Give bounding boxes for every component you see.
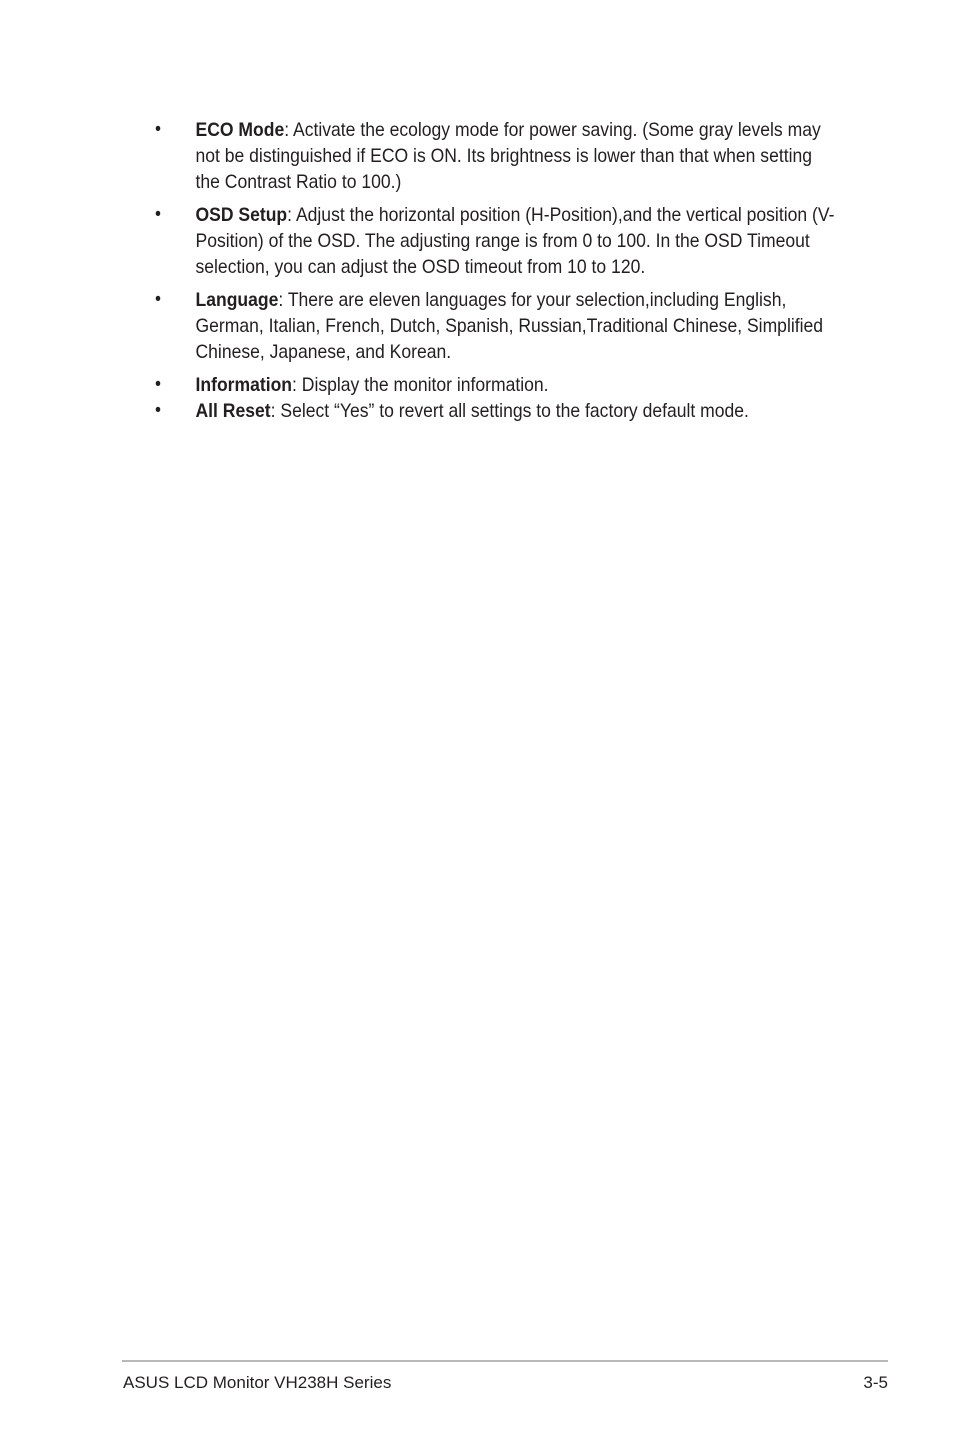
item-description: : Select “Yes” to revert all settings to the factory default mode.	[270, 400, 749, 422]
bullet-icon: •	[155, 204, 161, 225]
footer-title: ASUS LCD Monitor VH238H Series	[123, 1373, 392, 1392]
list-item-osd-setup	[155, 202, 840, 280]
bullet-icon: •	[155, 374, 161, 395]
bullet-icon: •	[155, 289, 161, 310]
list-item-all-reset	[155, 398, 840, 424]
item-term: All Reset	[195, 400, 271, 422]
page-number: 3-5	[863, 1373, 888, 1392]
bullet-icon: •	[155, 400, 161, 421]
item-term: Language	[195, 289, 279, 311]
item-description: : Activate the ecology mode for power saving. (Some gray levels may not be distinguished if ECO is ON. Its brightness is lower than that when setting the Contrast Ratio to 100.)	[195, 119, 821, 193]
bullet-icon: •	[155, 119, 161, 140]
list-item-eco-mode	[155, 117, 840, 195]
item-description: : Display the monitor information.	[292, 374, 549, 396]
item-term: OSD Setup	[195, 204, 288, 226]
item-description: : Adjust the horizontal position (H-Position),and the vertical position (V-Position) of the OSD. The adjusting range is from 0 to 100. In the OSD Timeout selection, you can adjust the OSD timeout from 10 to 120.	[195, 204, 835, 278]
footer-divider	[122, 1360, 888, 1362]
item-description: : There are eleven languages for your selection,including English, German, Italian, French, Dutch, Spanish, Russian,Traditional Chinese, Simplified Chinese, Japanese, and Korean.	[195, 289, 824, 363]
list-item-information	[155, 372, 840, 398]
bullet-list	[155, 117, 845, 424]
list-item-language	[155, 287, 840, 365]
item-term: ECO Mode	[195, 119, 285, 141]
item-term: Information	[195, 374, 293, 396]
